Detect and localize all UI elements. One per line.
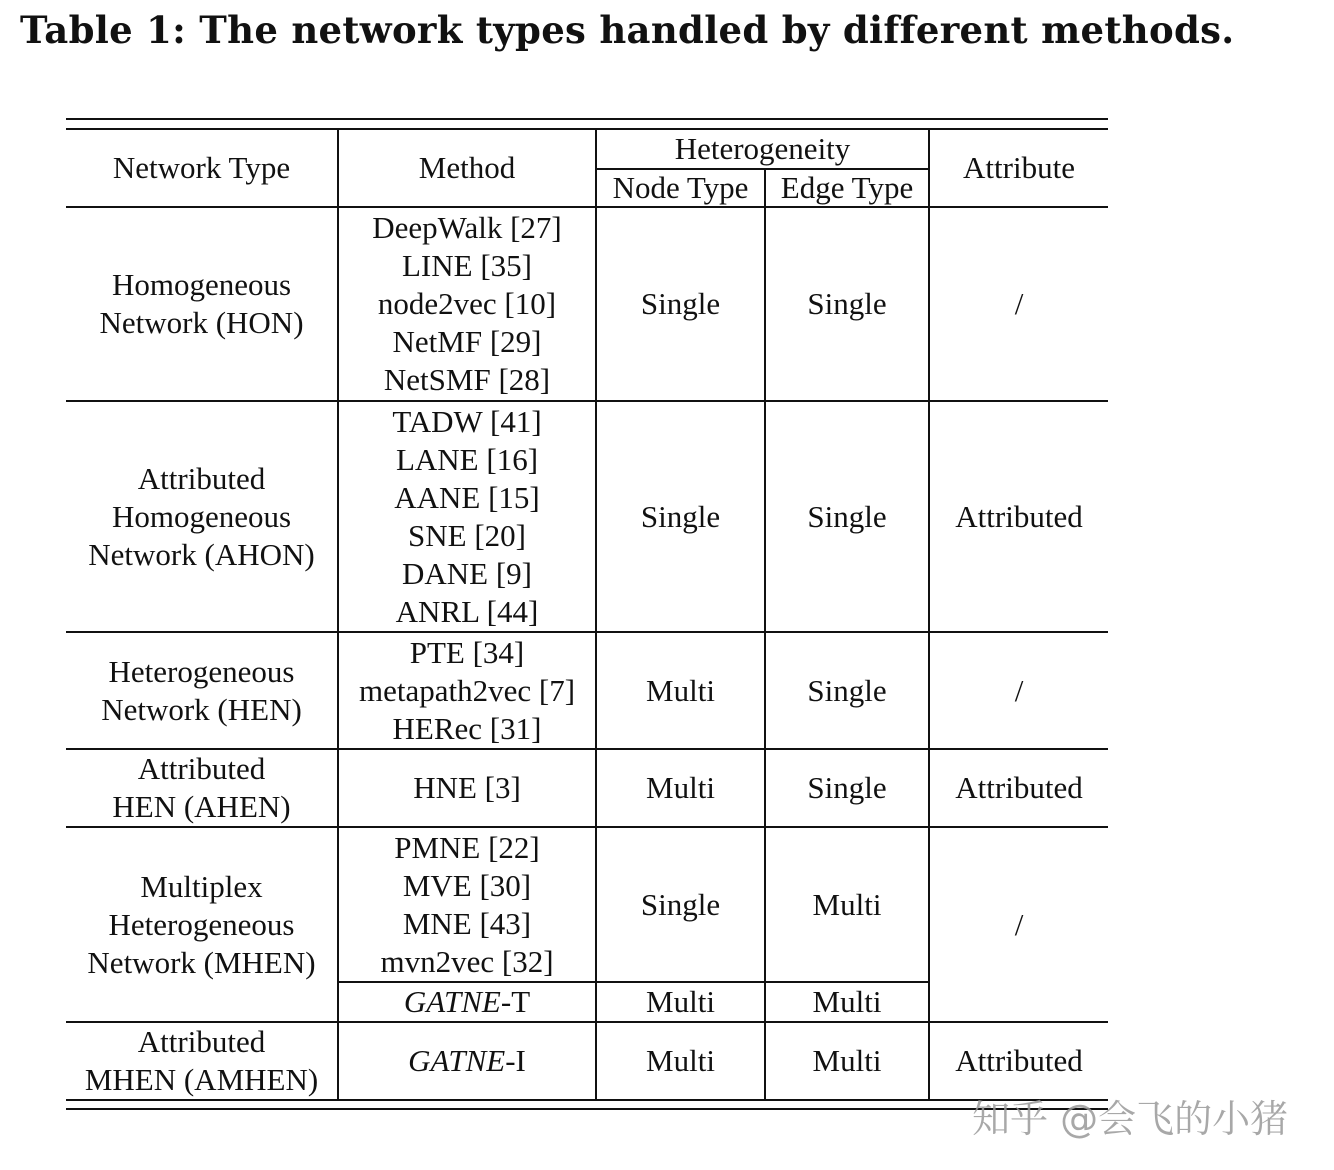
- header-method: Method: [338, 129, 596, 207]
- table-row: [66, 749, 1108, 827]
- network-type-line: Heterogeneous: [108, 906, 295, 942]
- method-item: NetSMF [28]: [383, 362, 551, 397]
- table-row: [66, 1022, 1108, 1100]
- attribute-cell: Attributed: [929, 401, 1108, 632]
- network-type-line: Attributed: [137, 460, 266, 496]
- network-type-line: Network (HON): [99, 305, 304, 340]
- network-type-line: Attributed: [137, 751, 266, 786]
- method-item: TADW [41]: [392, 403, 542, 439]
- network-type-cell: [66, 207, 338, 401]
- method-item: PMNE [22]: [394, 829, 540, 865]
- method-item: AANE [15]: [394, 479, 540, 515]
- network-type-line: Network (HEN): [101, 691, 302, 727]
- node-type-cell: Multi: [596, 1022, 765, 1100]
- method-name-suffix: -T: [500, 984, 531, 1019]
- header-node-type: Node Type: [596, 169, 765, 207]
- method-item: SNE [20]: [408, 517, 526, 553]
- attribute-cell: Attributed: [929, 1022, 1108, 1100]
- method-name-italic: GATNE: [403, 984, 501, 1019]
- network-types-table: [66, 118, 1108, 1110]
- method-cell-gatne-t: [338, 982, 596, 1022]
- method-item: LANE [16]: [395, 441, 539, 477]
- bottom-rules: [66, 1108, 1108, 1110]
- method-item: DeepWalk [27]: [372, 210, 562, 245]
- header-network-type: Network Type: [66, 129, 338, 207]
- bottom-rule: [66, 1108, 1108, 1110]
- node-type-cell: Multi: [596, 749, 765, 827]
- table-row: [66, 827, 1108, 982]
- methods-cell: [338, 749, 596, 827]
- watermark: 知乎 @会飞的小猪: [972, 1097, 1289, 1141]
- network-type-line: Homogeneous: [111, 498, 292, 534]
- method-item: ANRL [44]: [395, 593, 539, 629]
- edge-type-cell: Single: [765, 207, 929, 401]
- network-type-cell: [66, 749, 338, 827]
- network-type-line: HEN (AHEN): [112, 789, 291, 824]
- edge-type-cell: Multi: [765, 982, 929, 1022]
- method-item: NetMF [29]: [392, 324, 542, 359]
- network-type-cell: [66, 1022, 338, 1100]
- method-item: MVE [30]: [402, 867, 532, 903]
- table-caption: Table 1: The network types handled by different methods.: [20, 8, 1235, 52]
- network-type-line: Multiplex: [140, 868, 263, 904]
- node-type-cell: Single: [596, 401, 765, 632]
- network-type-line: MHEN (AMHEN): [84, 1062, 319, 1097]
- network-type-line: Homogeneous: [111, 267, 292, 302]
- network-type-cell: [66, 632, 338, 749]
- attribute-cell: /: [929, 207, 1108, 401]
- node-type-cell: Multi: [596, 982, 765, 1022]
- methods-cell: [338, 207, 596, 401]
- node-type-cell: Single: [596, 207, 765, 401]
- method-item: LINE [35]: [402, 248, 532, 283]
- method-item: mvn2vec [32]: [380, 943, 554, 979]
- method-item: HERec [31]: [392, 710, 542, 746]
- top-rule: [66, 118, 1108, 120]
- attribute-cell: /: [929, 827, 1108, 1022]
- edge-type-cell: Multi: [765, 1022, 929, 1100]
- network-type-line: Attributed: [137, 1024, 266, 1059]
- header-heterogeneity: Heterogeneity: [596, 129, 929, 169]
- method-item: PTE [34]: [409, 634, 525, 670]
- attribute-cell: Attributed: [929, 749, 1108, 827]
- table-row: [66, 632, 1108, 749]
- methods-cell: [338, 401, 596, 632]
- method-name-suffix: -I: [505, 1043, 526, 1078]
- network-type-line: Network (MHEN): [87, 944, 316, 980]
- table-row: [66, 401, 1108, 632]
- method-name-italic: GATNE: [408, 1043, 506, 1078]
- node-type-cell: Single: [596, 827, 765, 982]
- network-type-line: Heterogeneous: [108, 653, 295, 689]
- network-type-cell: [66, 827, 338, 1022]
- node-type-cell: Multi: [596, 632, 765, 749]
- edge-type-cell: Single: [765, 401, 929, 632]
- data-table: [66, 128, 1108, 1101]
- network-type-cell: [66, 401, 338, 632]
- method-item: HNE [3]: [413, 770, 521, 805]
- methods-cell: [338, 827, 596, 982]
- table-row: [66, 207, 1108, 401]
- method-item: DANE [9]: [402, 555, 532, 591]
- method-cell-gatne-i: [338, 1022, 596, 1100]
- methods-cell: [338, 632, 596, 749]
- edge-type-cell: Multi: [765, 827, 929, 982]
- method-item: MNE [43]: [402, 905, 532, 941]
- header-attribute: Attribute: [929, 129, 1108, 207]
- network-type-line: Network (AHON): [88, 536, 315, 572]
- method-item: metapath2vec [7]: [358, 672, 576, 708]
- method-item: node2vec [10]: [377, 286, 557, 321]
- attribute-cell: /: [929, 632, 1108, 749]
- header-edge-type: Edge Type: [765, 169, 929, 207]
- edge-type-cell: Single: [765, 632, 929, 749]
- edge-type-cell: Single: [765, 749, 929, 827]
